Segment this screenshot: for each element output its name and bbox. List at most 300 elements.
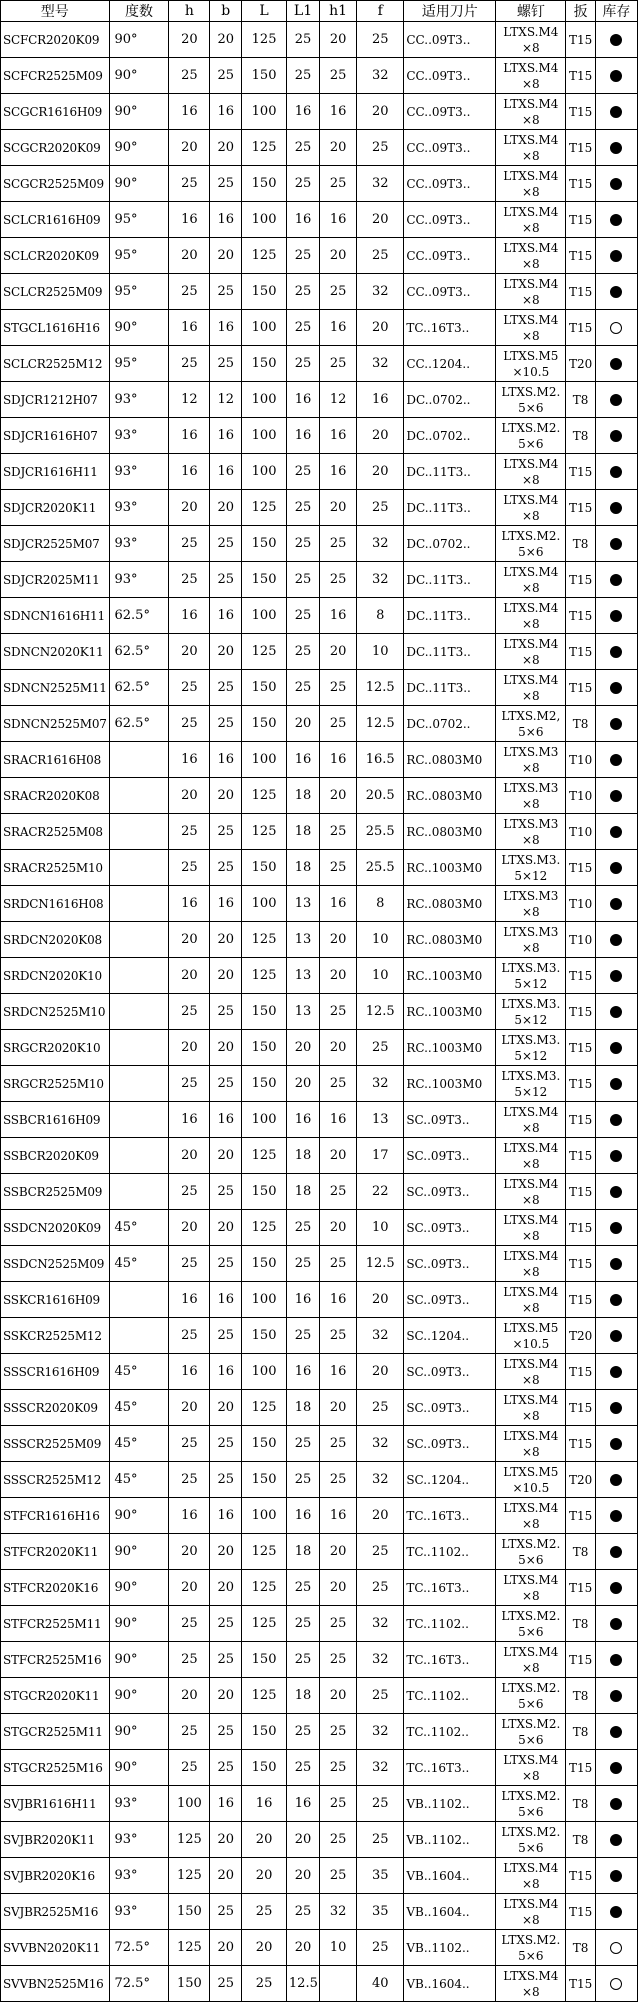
f-cell: 12.5 xyxy=(357,994,404,1030)
screw-line: LTXS.M3. xyxy=(501,1068,561,1083)
stock-cell xyxy=(595,670,637,706)
h1-cell: 20 xyxy=(320,1030,357,1066)
insert-cell: SC..09T3.. xyxy=(404,1174,496,1210)
key-cell: T15 xyxy=(566,454,595,490)
key-cell: T15 xyxy=(566,1354,595,1390)
screw-line: ×8 xyxy=(521,1408,540,1423)
h1-cell: 25 xyxy=(320,1462,357,1498)
insert-cell: DC..11T3.. xyxy=(404,634,496,670)
L1-cell: 25 xyxy=(286,130,319,166)
degree-cell: 93° xyxy=(109,382,169,418)
degree-cell xyxy=(109,886,169,922)
b-cell: 25 xyxy=(210,274,242,310)
degree-cell: 93° xyxy=(109,526,169,562)
filled-circle-icon xyxy=(610,826,622,838)
f-cell: 35 xyxy=(357,1894,404,1930)
L1-cell: 16 xyxy=(286,1498,319,1534)
model-cell: SCLCR2525M12 xyxy=(1,346,110,382)
f-cell: 32 xyxy=(357,1606,404,1642)
header-insert: 适用刀片 xyxy=(404,1,496,22)
key-cell: T20 xyxy=(566,1462,595,1498)
key-cell: T15 xyxy=(566,1174,595,1210)
stock-cell xyxy=(595,1858,637,1894)
screw-line: ×8 xyxy=(521,1228,540,1243)
filled-circle-icon xyxy=(610,1366,622,1378)
screw-line: 5×12 xyxy=(514,868,548,883)
h1-cell: 25 xyxy=(320,1174,357,1210)
filled-circle-icon xyxy=(610,1438,622,1450)
h1-cell: 20 xyxy=(320,1570,357,1606)
f-cell: 20 xyxy=(357,310,404,346)
f-cell: 25 xyxy=(357,130,404,166)
filled-circle-icon xyxy=(610,1258,622,1270)
f-cell: 10 xyxy=(357,922,404,958)
L1-cell: 13 xyxy=(286,922,319,958)
table-row xyxy=(1,1786,638,1822)
insert-cell: VB..1604.. xyxy=(404,1966,496,2002)
table-row xyxy=(1,994,638,1030)
L1-cell: 16 xyxy=(286,1354,319,1390)
L-cell: 125 xyxy=(242,1678,287,1714)
L1-cell: 16 xyxy=(286,1102,319,1138)
screw-line: 5×6 xyxy=(518,436,544,451)
h-cell: 16 xyxy=(169,886,210,922)
insert-cell: VB..1102.. xyxy=(404,1822,496,1858)
key-cell: T8 xyxy=(566,418,595,454)
L1-cell: 20 xyxy=(286,1930,319,1966)
L-cell: 100 xyxy=(242,418,287,454)
b-cell: 20 xyxy=(210,238,242,274)
screw-cell xyxy=(496,1174,566,1210)
screw-line: LTXS.M2. xyxy=(501,1716,561,1731)
stock-cell xyxy=(595,1642,637,1678)
screw-line: ×8 xyxy=(521,472,540,487)
insert-cell: CC..09T3.. xyxy=(404,166,496,202)
h-cell: 16 xyxy=(169,418,210,454)
screw-cell xyxy=(496,1786,566,1822)
f-cell: 25 xyxy=(357,1786,404,1822)
b-cell: 20 xyxy=(210,1858,242,1894)
degree-cell: 90° xyxy=(109,166,169,202)
f-cell: 12.5 xyxy=(357,670,404,706)
degree-cell: 72.5° xyxy=(109,1966,169,2002)
screw-cell xyxy=(496,310,566,346)
screw-line: ×10.5 xyxy=(512,364,550,379)
L1-cell: 18 xyxy=(286,1678,319,1714)
screw-cell xyxy=(496,94,566,130)
screw-line: ×8 xyxy=(521,832,540,847)
key-cell: T8 xyxy=(566,706,595,742)
f-cell: 25 xyxy=(357,22,404,58)
screw-line: ×8 xyxy=(521,1264,540,1279)
screw-line: ×8 xyxy=(521,328,540,343)
b-cell: 12 xyxy=(210,382,242,418)
screw-line: LTXS.M3. xyxy=(501,996,561,1011)
h-cell: 16 xyxy=(169,94,210,130)
insert-cell: VB..1604.. xyxy=(404,1858,496,1894)
L-cell: 125 xyxy=(242,922,287,958)
model-cell: SDJCR1212H07 xyxy=(1,382,110,418)
model-cell: SSSCR2525M09 xyxy=(1,1426,110,1462)
L-cell: 150 xyxy=(242,1318,287,1354)
screw-cell xyxy=(496,166,566,202)
table-row xyxy=(1,562,638,598)
b-cell: 25 xyxy=(210,1246,242,1282)
stock-cell xyxy=(595,274,637,310)
filled-circle-icon xyxy=(610,1906,622,1918)
insert-cell: SC..1204.. xyxy=(404,1462,496,1498)
screw-cell xyxy=(496,562,566,598)
stock-cell xyxy=(595,58,637,94)
table-row xyxy=(1,1354,638,1390)
model-cell: SDNCN2525M07 xyxy=(1,706,110,742)
f-cell: 25 xyxy=(357,1678,404,1714)
L1-cell: 20 xyxy=(286,1822,319,1858)
key-cell: T15 xyxy=(566,1246,595,1282)
b-cell: 16 xyxy=(210,202,242,238)
h1-cell: 20 xyxy=(320,922,357,958)
b-cell: 25 xyxy=(210,1606,242,1642)
h1-cell: 25 xyxy=(320,1858,357,1894)
insert-cell: DC..0702.. xyxy=(404,382,496,418)
insert-cell: SC..09T3.. xyxy=(404,1390,496,1426)
header-h1: h1 xyxy=(320,1,357,22)
stock-cell xyxy=(595,1930,637,1966)
h1-cell: 25 xyxy=(320,58,357,94)
table-row xyxy=(1,1462,638,1498)
stock-cell xyxy=(595,634,637,670)
stock-cell xyxy=(595,706,637,742)
empty-circle-icon xyxy=(610,1978,622,1990)
f-cell: 25 xyxy=(357,1930,404,1966)
L1-cell: 25 xyxy=(286,454,319,490)
filled-circle-icon xyxy=(610,358,622,370)
screw-cell xyxy=(496,274,566,310)
model-cell: SSBCR1616H09 xyxy=(1,1102,110,1138)
b-cell: 20 xyxy=(210,958,242,994)
L1-cell: 25 xyxy=(286,490,319,526)
stock-cell xyxy=(595,1426,637,1462)
degree-cell: 90° xyxy=(109,58,169,94)
screw-line: LTXS.M4 xyxy=(503,1860,559,1875)
screw-cell xyxy=(496,1570,566,1606)
h-cell: 25 xyxy=(169,1714,210,1750)
screw-cell xyxy=(496,1066,566,1102)
h1-cell: 16 xyxy=(320,202,357,238)
stock-cell xyxy=(595,202,637,238)
h1-cell: 25 xyxy=(320,1642,357,1678)
f-cell: 8 xyxy=(357,886,404,922)
key-cell: T15 xyxy=(566,1210,595,1246)
h-cell: 25 xyxy=(169,1174,210,1210)
insert-cell: RC..1003M0 xyxy=(404,958,496,994)
f-cell: 20 xyxy=(357,94,404,130)
key-cell: T10 xyxy=(566,814,595,850)
h1-cell: 20 xyxy=(320,1390,357,1426)
insert-cell: DC..11T3.. xyxy=(404,454,496,490)
model-cell: SSKCR2525M12 xyxy=(1,1318,110,1354)
table-row xyxy=(1,814,638,850)
screw-line: ×8 xyxy=(521,184,540,199)
h-cell: 25 xyxy=(169,1318,210,1354)
stock-cell xyxy=(595,1966,637,2002)
screw-line: LTXS.M4 xyxy=(503,1500,559,1515)
model-cell: SRDCN2525M10 xyxy=(1,994,110,1030)
h-cell: 16 xyxy=(169,202,210,238)
model-cell: SDJCR1616H07 xyxy=(1,418,110,454)
key-cell: T10 xyxy=(566,742,595,778)
header-degree: 度数 xyxy=(109,1,169,22)
h1-cell: 16 xyxy=(320,1498,357,1534)
L1-cell: 13 xyxy=(286,958,319,994)
screw-line: ×8 xyxy=(521,1984,540,1999)
degree-cell: 90° xyxy=(109,1750,169,1786)
L1-cell: 13 xyxy=(286,994,319,1030)
model-cell: SCFCR2020K09 xyxy=(1,22,110,58)
screw-line: ×10.5 xyxy=(512,1336,550,1351)
screw-cell xyxy=(496,670,566,706)
screw-cell xyxy=(496,1894,566,1930)
stock-cell xyxy=(595,1030,637,1066)
header-h: h xyxy=(169,1,210,22)
screw-cell xyxy=(496,1426,566,1462)
stock-cell xyxy=(595,238,637,274)
insert-cell: RC..0803M0 xyxy=(404,886,496,922)
screw-line: LTXS.M4 xyxy=(503,204,559,219)
screw-cell xyxy=(496,958,566,994)
insert-cell: SC..09T3.. xyxy=(404,1354,496,1390)
screw-line: ×8 xyxy=(521,688,540,703)
insert-cell: RC..0803M0 xyxy=(404,814,496,850)
model-cell: SRACR2020K08 xyxy=(1,778,110,814)
filled-circle-icon xyxy=(610,538,622,550)
f-cell: 32 xyxy=(357,1642,404,1678)
key-cell: T15 xyxy=(566,58,595,94)
screw-line: LTXS.M4 xyxy=(503,636,559,651)
h-cell: 20 xyxy=(169,1678,210,1714)
model-cell: SRDCN2020K08 xyxy=(1,922,110,958)
L-cell: 150 xyxy=(242,274,287,310)
screw-line: LTXS.M4 xyxy=(503,1356,559,1371)
h1-cell: 32 xyxy=(320,1894,357,1930)
model-cell: STFCR2525M11 xyxy=(1,1606,110,1642)
screw-cell xyxy=(496,1462,566,1498)
L-cell: 100 xyxy=(242,310,287,346)
screw-cell xyxy=(496,598,566,634)
model-cell: STFCR2020K11 xyxy=(1,1534,110,1570)
h1-cell: 16 xyxy=(320,1354,357,1390)
table-row xyxy=(1,922,638,958)
table-row xyxy=(1,1138,638,1174)
L-cell: 125 xyxy=(242,238,287,274)
model-cell: SDNCN2020K11 xyxy=(1,634,110,670)
L1-cell: 13 xyxy=(286,886,319,922)
model-cell: STGCL1616H16 xyxy=(1,310,110,346)
h1-cell: 12 xyxy=(320,382,357,418)
f-cell: 20 xyxy=(357,454,404,490)
f-cell: 12.5 xyxy=(357,1246,404,1282)
screw-line: 5×6 xyxy=(518,1552,544,1567)
table-row xyxy=(1,382,638,418)
degree-cell: 90° xyxy=(109,22,169,58)
L1-cell: 25 xyxy=(286,1318,319,1354)
L1-cell: 16 xyxy=(286,94,319,130)
L-cell: 150 xyxy=(242,1030,287,1066)
insert-cell: TC..16T3.. xyxy=(404,1750,496,1786)
b-cell: 16 xyxy=(210,1282,242,1318)
key-cell: T15 xyxy=(566,1858,595,1894)
filled-circle-icon xyxy=(610,1078,622,1090)
screw-cell xyxy=(496,1822,566,1858)
b-cell: 16 xyxy=(210,886,242,922)
L1-cell: 18 xyxy=(286,1138,319,1174)
h-cell: 16 xyxy=(169,742,210,778)
insert-cell: SC..09T3.. xyxy=(404,1102,496,1138)
b-cell: 16 xyxy=(210,454,242,490)
screw-line: 5×6 xyxy=(518,400,544,415)
model-cell: SSSCR1616H09 xyxy=(1,1354,110,1390)
screw-line: LTXS.M4 xyxy=(503,276,559,291)
degree-cell xyxy=(109,1174,169,1210)
screw-cell xyxy=(496,1354,566,1390)
b-cell: 20 xyxy=(210,490,242,526)
insert-cell: CC..09T3.. xyxy=(404,130,496,166)
screw-line: LTXS.M2. xyxy=(501,1824,561,1839)
screw-line: 5×12 xyxy=(514,1012,548,1027)
h-cell: 25 xyxy=(169,526,210,562)
stock-cell xyxy=(595,850,637,886)
h-cell: 25 xyxy=(169,1246,210,1282)
b-cell: 16 xyxy=(210,94,242,130)
h1-cell: 25 xyxy=(320,1426,357,1462)
h1-cell: 20 xyxy=(320,634,357,670)
h1-cell: 25 xyxy=(320,1714,357,1750)
key-cell: T15 xyxy=(566,238,595,274)
filled-circle-icon xyxy=(610,214,622,226)
model-cell: SCGCR2525M09 xyxy=(1,166,110,202)
key-cell: T15 xyxy=(566,562,595,598)
degree-cell: 93° xyxy=(109,562,169,598)
filled-circle-icon xyxy=(610,430,622,442)
key-cell: T10 xyxy=(566,778,595,814)
h-cell: 20 xyxy=(169,1138,210,1174)
table-row xyxy=(1,1246,638,1282)
key-cell: T8 xyxy=(566,1786,595,1822)
screw-cell xyxy=(496,814,566,850)
model-cell: SVJBR2020K16 xyxy=(1,1858,110,1894)
h1-cell xyxy=(320,1966,357,2002)
screw-cell xyxy=(496,1534,566,1570)
L1-cell: 16 xyxy=(286,418,319,454)
key-cell: T15 xyxy=(566,310,595,346)
insert-cell: CC..1204.. xyxy=(404,346,496,382)
stock-cell xyxy=(595,166,637,202)
h-cell: 25 xyxy=(169,850,210,886)
screw-line: LTXS.M4 xyxy=(503,492,559,507)
b-cell: 20 xyxy=(210,130,242,166)
filled-circle-icon xyxy=(610,1582,622,1594)
model-cell: SCLCR1616H09 xyxy=(1,202,110,238)
model-cell: SRGCR2020K10 xyxy=(1,1030,110,1066)
screw-line: ×8 xyxy=(521,76,540,91)
degree-cell: 45° xyxy=(109,1390,169,1426)
degree-cell: 93° xyxy=(109,1894,169,1930)
h-cell: 150 xyxy=(169,1966,210,2002)
L1-cell: 25 xyxy=(286,310,319,346)
f-cell: 10 xyxy=(357,1210,404,1246)
stock-cell xyxy=(595,490,637,526)
b-cell: 20 xyxy=(210,778,242,814)
key-cell: T15 xyxy=(566,634,595,670)
filled-circle-icon xyxy=(610,1474,622,1486)
L-cell: 16 xyxy=(242,1786,287,1822)
h-cell: 20 xyxy=(169,1210,210,1246)
model-cell: SSDCN2525M09 xyxy=(1,1246,110,1282)
insert-cell: DC..11T3.. xyxy=(404,598,496,634)
b-cell: 25 xyxy=(210,706,242,742)
b-cell: 25 xyxy=(210,670,242,706)
key-cell: T15 xyxy=(566,1498,595,1534)
h-cell: 16 xyxy=(169,1282,210,1318)
degree-cell xyxy=(109,1066,169,1102)
screw-line: ×8 xyxy=(521,1300,540,1315)
key-cell: T15 xyxy=(566,1066,595,1102)
screw-cell xyxy=(496,1318,566,1354)
f-cell: 25 xyxy=(357,1030,404,1066)
filled-circle-icon xyxy=(610,466,622,478)
stock-cell xyxy=(595,1138,637,1174)
L-cell: 150 xyxy=(242,526,287,562)
model-cell: SSSCR2020K09 xyxy=(1,1390,110,1426)
f-cell: 32 xyxy=(357,58,404,94)
filled-circle-icon xyxy=(610,1186,622,1198)
b-cell: 16 xyxy=(210,742,242,778)
screw-cell xyxy=(496,418,566,454)
insert-cell: RC..1003M0 xyxy=(404,1030,496,1066)
table-row xyxy=(1,1894,638,1930)
header-stock: 库存 xyxy=(595,1,637,22)
filled-circle-icon xyxy=(610,970,622,982)
model-cell: SDJCR2025M11 xyxy=(1,562,110,598)
model-cell: SRACR2525M08 xyxy=(1,814,110,850)
f-cell: 25.5 xyxy=(357,814,404,850)
degree-cell xyxy=(109,922,169,958)
screw-line: 5×6 xyxy=(518,1696,544,1711)
stock-cell xyxy=(595,1462,637,1498)
screw-line: LTXS.M4 xyxy=(503,1752,559,1767)
L1-cell: 12.5 xyxy=(286,1966,319,2002)
empty-circle-icon xyxy=(610,1942,622,1954)
screw-cell xyxy=(496,1750,566,1786)
L-cell: 125 xyxy=(242,1390,287,1426)
filled-circle-icon xyxy=(610,862,622,874)
h-cell: 25 xyxy=(169,1606,210,1642)
table-row xyxy=(1,130,638,166)
filled-circle-icon xyxy=(610,1726,622,1738)
L-cell: 100 xyxy=(242,742,287,778)
L-cell: 100 xyxy=(242,454,287,490)
L-cell: 150 xyxy=(242,1462,287,1498)
screw-cell xyxy=(496,202,566,238)
insert-cell: CC..09T3.. xyxy=(404,22,496,58)
h-cell: 125 xyxy=(169,1930,210,1966)
h-cell: 20 xyxy=(169,1534,210,1570)
degree-cell: 90° xyxy=(109,130,169,166)
model-cell: SDNCN1616H11 xyxy=(1,598,110,634)
h1-cell: 25 xyxy=(320,814,357,850)
screw-line: LTXS.M4 xyxy=(503,1968,559,1983)
b-cell: 16 xyxy=(210,598,242,634)
